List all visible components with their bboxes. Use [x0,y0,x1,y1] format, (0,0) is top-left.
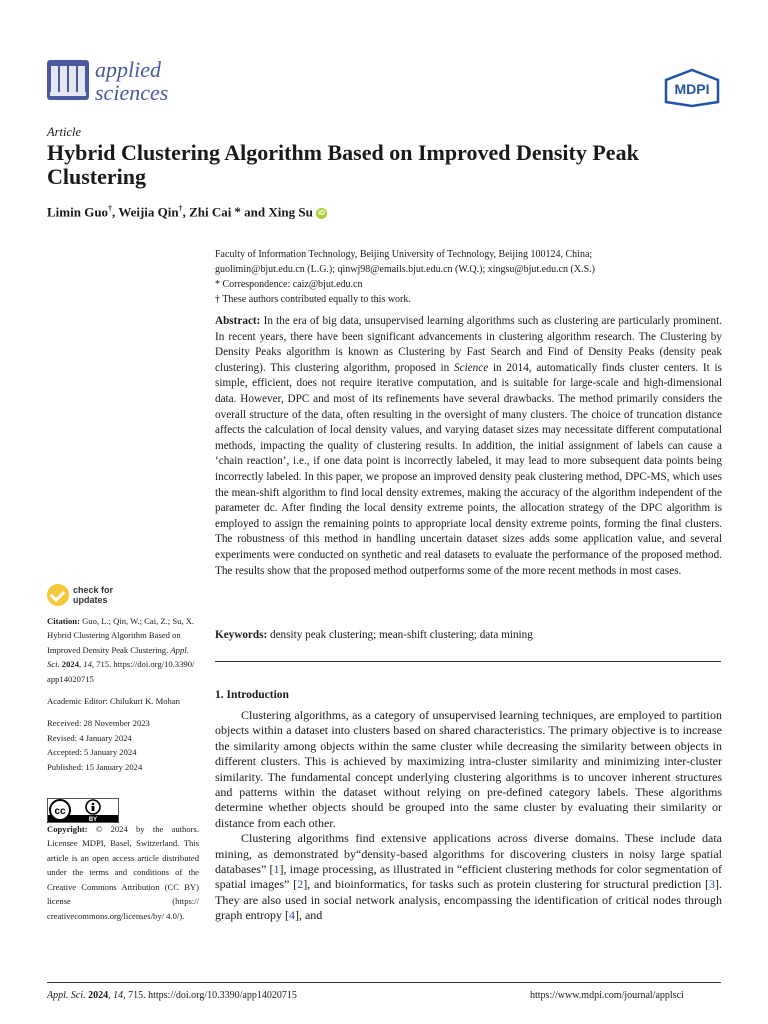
received-date: Received: 28 November 2023 [47,718,150,729]
article-type: Article [47,125,82,139]
author-name[interactable]: Xing Su [268,204,313,220]
footer-journal-url[interactable]: https://www.mdpi.com/journal/applsci [530,990,684,1001]
introduction-body [215,708,722,924]
affiliation-line: Faculty of Information Technology, Beijing University of Technology, Beijing 100124, China; [215,249,593,260]
copyright-label: Copyright: [47,824,88,835]
citation-block [47,614,199,686]
mdpi-logo-text: MDPI [674,81,710,97]
academic-editor: Academic Editor: Chilukuri K. Mohan [47,696,180,707]
citation-journal: Appl. Sci. [47,644,189,670]
affiliations [215,247,735,307]
mdpi-logo-icon[interactable] [664,68,720,108]
published-date: Published: 15 January 2024 [47,761,143,772]
author-mark: † [178,204,183,213]
footer-journal: Appl. Sci. [47,990,86,1001]
keywords-label: Keywords: [215,629,268,641]
footer-doi: , 715. https://doi.org/10.3390/app14020715 [123,990,297,1001]
journal-title-line2: sciences [95,80,169,105]
author-name[interactable]: Weijia Qin [118,204,179,220]
copyright-text: © 2024 by the authors. Licensee MDPI, Basel, Switzerland. This article is an open access article distributed under the terms and conditions of the Creative Commons Attribution (CC BY) license (https:// creativecommons.org/licenses/by/ 4.0/). [47,824,199,921]
keywords-text: density peak clustering; mean-shift clustering; data mining [270,629,533,641]
keywords [215,628,722,644]
affiliation-emails[interactable]: guolimin@bjut.edu.cn (L.G.); qinwj98@emails.bjut.edu.cn (W.Q.); xingsu@bjut.edu.cn (X.S.) [215,264,595,275]
abstract-italic: Science [454,361,489,374]
cc-by-label: BY [88,817,98,823]
paragraph-text: ]. They are also used in social network analysis, encompassing the identification of critical nodes through graph entropy [ [215,877,722,923]
author-name[interactable]: Zhi Cai [189,204,232,220]
footer-divider [47,982,721,983]
author-separator: and [240,204,269,220]
citation-volume: , 14 [79,659,92,670]
equal-contribution-note: † These authors contributed equally to this work. [215,294,411,305]
paragraph-text: ], and bioinformatics, for tasks such as protein clustering for structural prediction [ [303,877,709,892]
journal-logo-icon [47,60,89,100]
paragraph-text: Clustering algorithms find extensive applications across diverse domains. These include data mining, as demonstrated by“density-based algorithms for discovering clusters in noisy large spatial databases” [ [215,831,722,877]
check-for-updates-button[interactable] [47,584,127,608]
author-name[interactable]: Limin Guo [47,204,109,220]
citation-label: Citation: [47,616,80,626]
footer-volume: , 14 [108,990,124,1001]
orcid-icon[interactable]: iD [318,210,326,218]
section-heading: 1. Introduction [215,689,289,701]
cc-by-license-icon[interactable] [47,798,119,823]
abstract [215,314,722,579]
author-mark: † [108,204,113,213]
journal-title-line1: applied [95,57,161,82]
article-info-sidebar [47,614,199,923]
citation-link[interactable]: 3 [709,877,715,892]
abstract-label: Abstract: [215,315,261,327]
journal-title[interactable] [95,58,168,104]
check-updates-line1: check for [73,585,114,595]
author-separator: , [182,204,190,220]
revised-date: Revised: 4 January 2024 [47,732,132,743]
abstract-text: in 2014, automatically finds cluster centers. It is simple, efficient, does not require iterative computation, and is suitable for large-scale and high-dimensional data. However, DPC and most of its refinements have several drawbacks. The method primarily considers the overall structure of the data, often resulting in the oversight of many clusters. The choice of truncation distance affects the calculation of local density values, and varying dataset sizes may necessitate different computational methods, impacting the quality of clustering results. In addition, the initial assignment of labels can cause a ‘chain reaction’, i.e., if one data point is incorrectly labeled, it may lead to more subsequent data points being incorrectly labeled. In this paper, we propose an improved density peak clustering method, DPC-MS, which uses the mean-shift algorithm to find local density extremes, making the accuracy of the algorithm independent of the parameter dc. After finding the local density extreme points, the allocation strategy of the DPC algorithm is employed to assign the remaining points to appropriate local density extreme points, forming the final clusters. The robustness of this method in handling uncertain dataset sizes adds some application value, and several experiments were conducted on synthetic and real datasets to evaluate the performance of the proposed method. The results show that the proposed method outperforms some of the more recent methods in most cases. [215,361,722,577]
paragraph [215,831,722,923]
paragraph: Clustering algorithms, as a category of unsupervised learning techniques, are employed to partition objects within a dataset into clusters based on shared characteristics. The primary objective is to increase the similarity among objects within the same cluster while decreasing the similarity between objects in different clusters. This is achieved by maximizing intra-cluster similarity and minimizing inter-cluster similarity. The fundamental concept underlying clustering algorithms is to uncover inherent structures and patterns within the dataset without relying on pre-defined category labels. These algorithms determine whether objects should be grouped into the same cluster by evaluating their similarity or distance from each other. [215,708,722,830]
citation-year: 2024 [59,659,79,670]
section-divider [215,661,721,662]
paragraph-text: ], image processing, as illustrated in “efficient clustering methods for color segmentation of spatial images” [ [215,862,722,892]
checkmark-icon [47,584,69,606]
author-separator: , [112,204,119,220]
check-updates-line2: updates [73,594,108,605]
citation-link[interactable]: 2 [297,877,304,892]
paper-title: Hybrid Clustering Algorithm Based on Improved Density Peak Clustering [47,140,639,189]
footer-citation[interactable] [47,990,297,1001]
footer-year: 2024 [85,990,109,1001]
accepted-date: Accepted: 5 January 2024 [47,747,137,758]
correspondence: * Correspondence: caiz@bjut.edu.cn [215,279,363,290]
paragraph-text: ], and [294,908,323,923]
citation-text: Guo, L.; Qin, W.; Cai, Z.; Su, X. Hybrid Clustering Algorithm Based on Improved Density Peak Clustering. [47,616,195,655]
citation-doi[interactable]: , 715. https://doi.org/10.3390/ app14020715 [47,659,195,684]
check-updates-label [73,586,113,605]
citation-link[interactable]: 4 [288,908,295,923]
abstract-text: In the era of big data, unsupervised learning algorithms such as clustering are particularly prominent. In recent years, there have been significant advancements in clustering algorithm research. The Clustering by Density Peaks algorithm is known as Clustering by Fast Search and Find of Density Peaks (density peak clustering). This clustering algorithm, proposed in [215,315,722,374]
copyright-block [47,822,199,923]
svg-text:cc: cc [54,806,66,817]
author-mark: * [234,204,241,220]
citation-link[interactable]: 1 [273,862,280,877]
author-list [47,204,327,220]
